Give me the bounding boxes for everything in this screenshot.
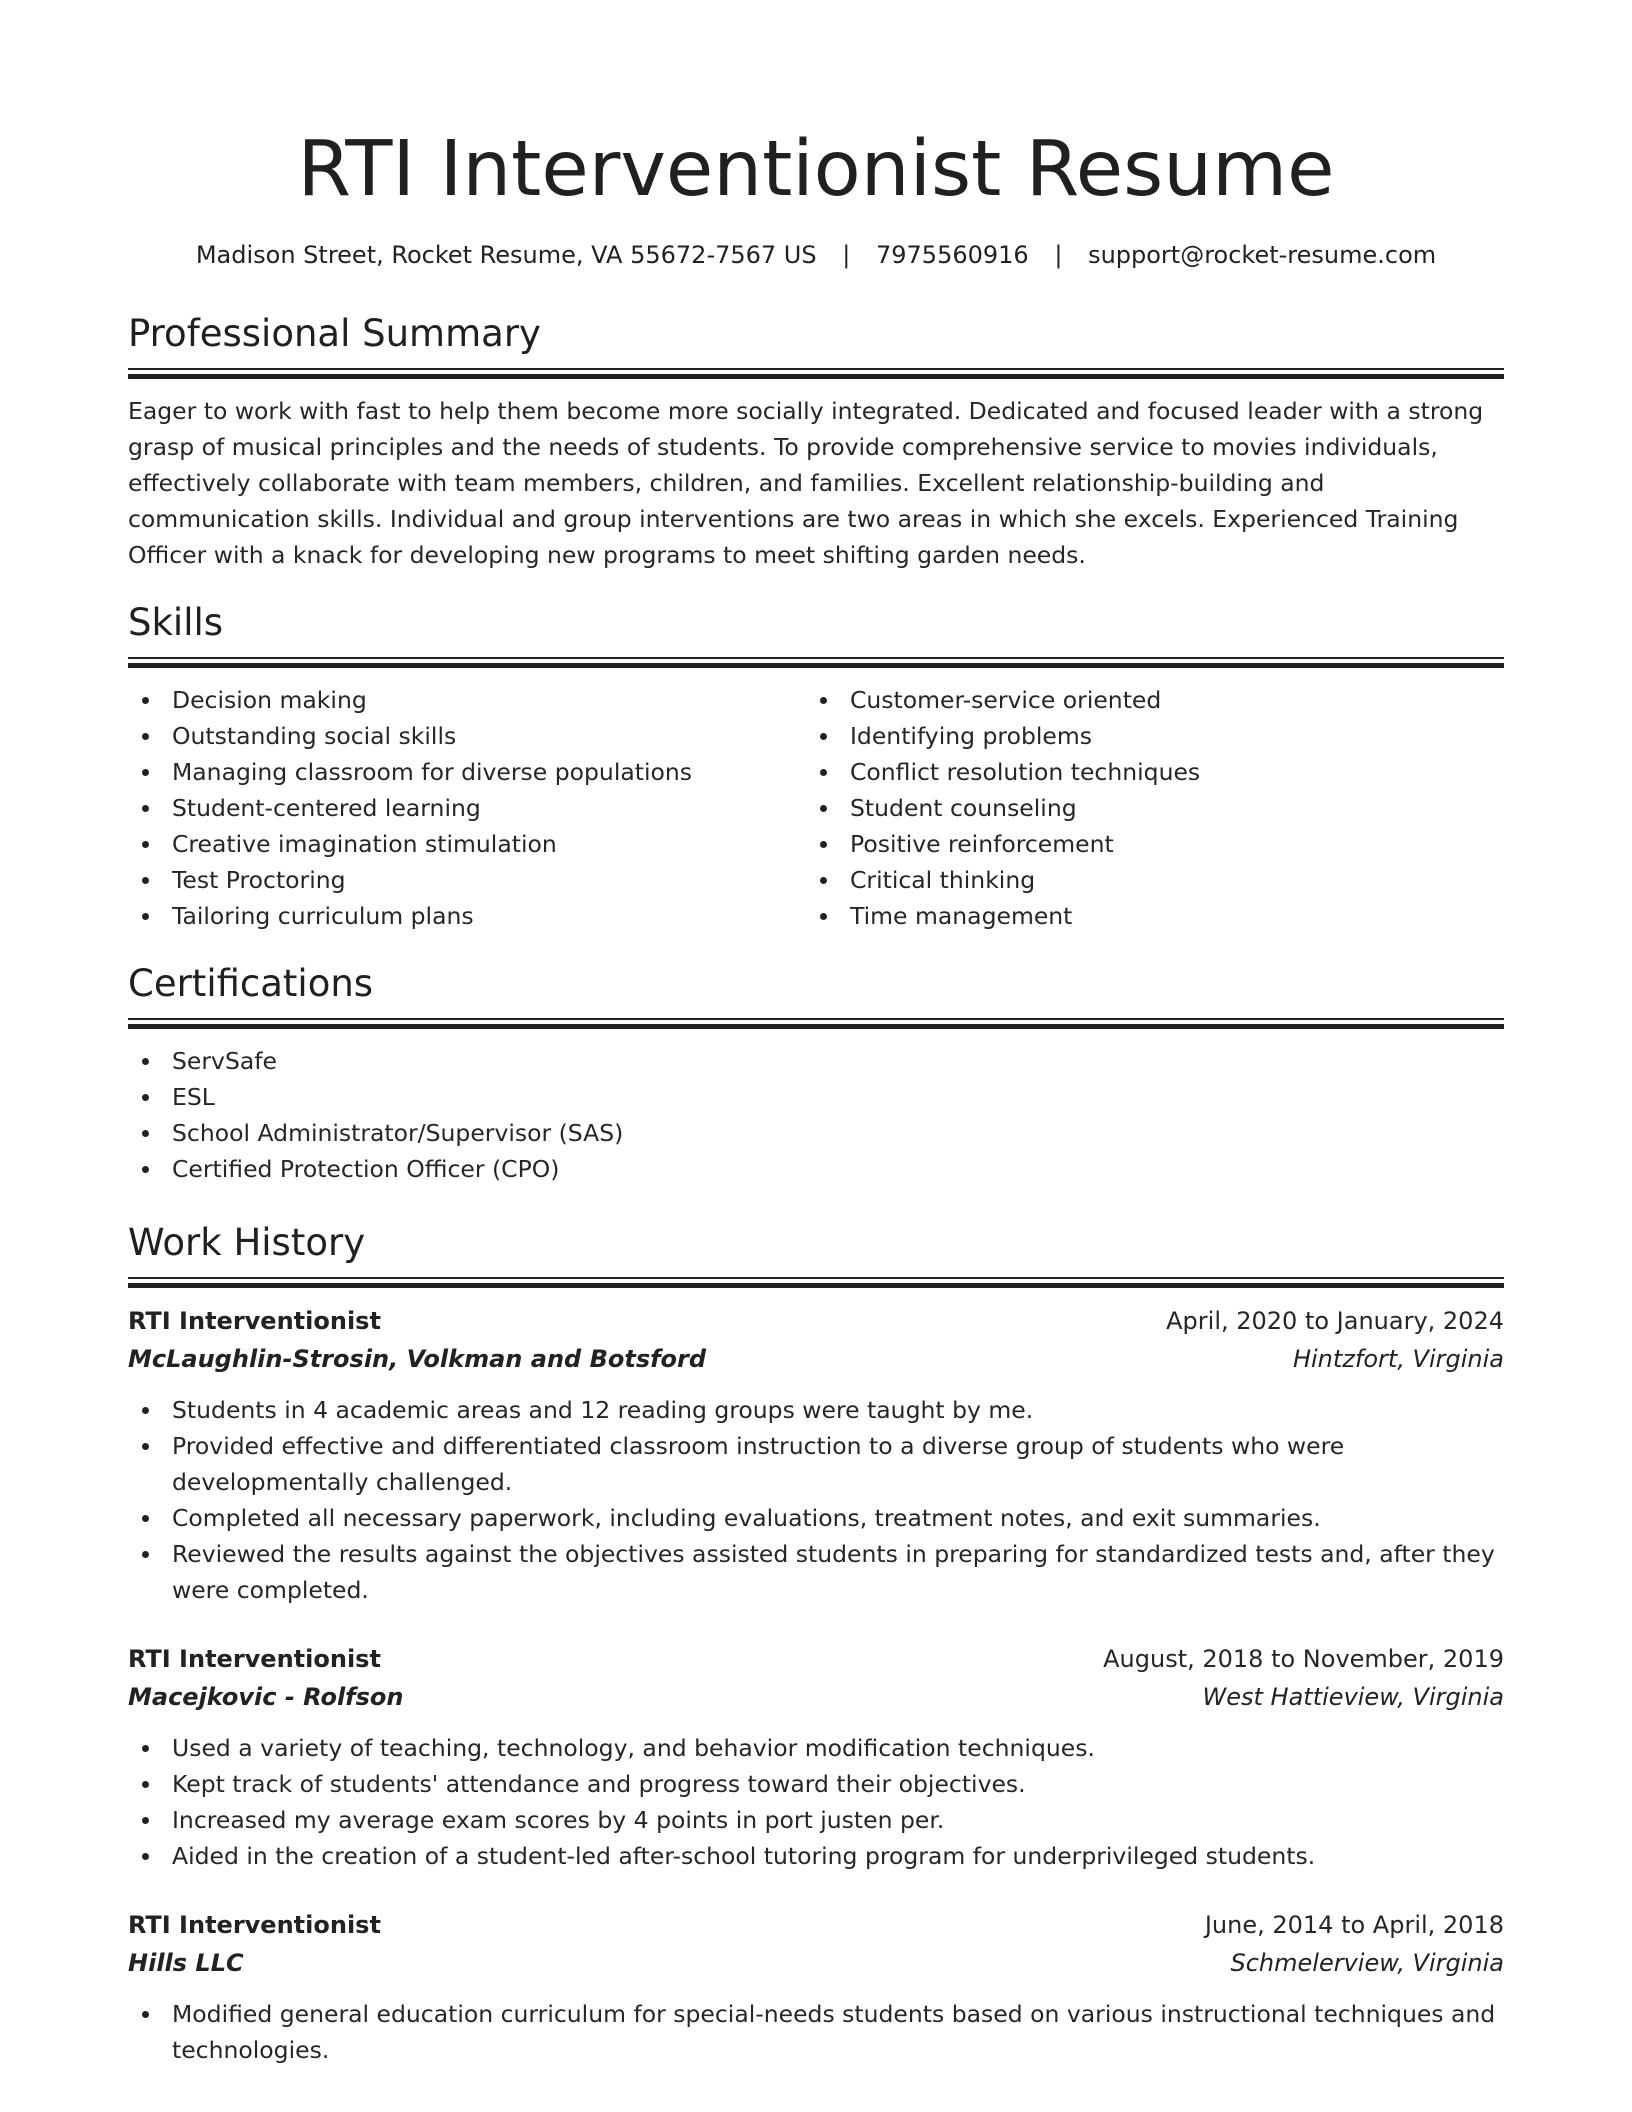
skills-section	[128, 599, 1504, 934]
job-location: West Hattieview, Virginia	[1202, 1683, 1504, 1711]
job-bullet: Students in 4 academic areas and 12 reading groups were taught by me.	[128, 1392, 1504, 1428]
section-rule	[128, 1018, 1504, 1029]
certification-item: School Administrator/Supervisor (SAS)	[128, 1115, 1504, 1151]
contact-email: support@rocket-resume.com	[1088, 241, 1437, 269]
skill-item: Customer-service oriented	[806, 682, 1484, 718]
section-heading: Certifications	[128, 962, 374, 1005]
skill-item: Time management	[806, 898, 1484, 934]
job-subheader	[128, 1678, 1504, 1716]
skills-list-right	[806, 682, 1484, 934]
job-bullet: Reviewed the results against the objectives assisted students in preparing for standardized tests and, after they were completed.	[128, 1536, 1504, 1608]
job-subheader	[128, 1340, 1504, 1378]
job-subheader	[128, 1944, 1504, 1982]
job-bullet: Completed all necessary paperwork, including evaluations, treatment notes, and exit summaries.	[128, 1500, 1504, 1536]
job-bullets	[128, 1392, 1504, 1608]
section-rule	[128, 368, 1504, 379]
skill-item: Tailoring curriculum plans	[128, 898, 806, 934]
contact-phone: 7975560916	[875, 241, 1029, 269]
skill-item: Outstanding social skills	[128, 718, 806, 754]
skill-item: Student counseling	[806, 790, 1484, 826]
summary-section	[128, 310, 1504, 573]
skill-item: Creative imagination stimulation	[128, 826, 806, 862]
section-heading: Work History	[128, 1221, 366, 1264]
contact-line	[128, 238, 1504, 272]
job-company: McLaughlin-Strosin, Volkman and Botsford	[128, 1345, 707, 1373]
resume-page	[128, 118, 1504, 2100]
certification-item: ServSafe	[128, 1043, 1504, 1079]
job-bullet: Increased my average exam scores by 4 points in port justen per.	[128, 1802, 1504, 1838]
job-bullet: Used a variety of teaching, technology, and behavior modification techniques.	[128, 1730, 1504, 1766]
job-company: Macejkovic - Rolfson	[128, 1683, 404, 1711]
skill-item: Conflict resolution techniques	[806, 754, 1484, 790]
skills-list-left	[128, 682, 806, 934]
job-bullets	[128, 1996, 1504, 2068]
certifications-list	[128, 1043, 1504, 1187]
job-bullets	[128, 1730, 1504, 1874]
job-entry	[128, 1302, 1504, 1608]
skills-grid	[128, 682, 1504, 934]
skill-item: Positive reinforcement	[806, 826, 1484, 862]
section-heading: Skills	[128, 601, 224, 644]
job-bullet: Aided in the creation of a student-led after-school tutoring program for underprivileged students.	[128, 1838, 1504, 1874]
certifications-section	[128, 960, 1504, 1187]
skill-item: Managing classroom for diverse populations	[128, 754, 806, 790]
job-bullet: Modified general education curriculum for special-needs students based on various instructional techniques and technologies.	[128, 1996, 1504, 2068]
job-location: Schmelerview, Virginia	[1230, 1949, 1504, 1977]
job-bullet: Provided effective and differentiated classroom instruction to a diverse group of students who were developmentally challenged.	[128, 1428, 1504, 1500]
skill-item: Test Proctoring	[128, 862, 806, 898]
job-dates: April, 2020 to January, 2024	[1166, 1307, 1504, 1335]
job-title: RTI Interventionist	[128, 1645, 381, 1673]
section-rule	[128, 657, 1504, 668]
job-entry	[128, 1906, 1504, 2068]
contact-address: Madison Street, Rocket Resume, VA 55672-7567 US	[195, 241, 817, 269]
summary-text: Eager to work with fast to help them become more socially integrated. Dedicated and focused leader with a strong grasp of musical principles and the needs of students. To provide comprehensive service to movies individuals, effectively collaborate with team members, children, and families. Excellent relationship-building and communication skills. Individual and group interventions are two areas in which she excels. Experienced Training Officer with a knack for developing new programs to meet shifting garden needs.	[128, 397, 1484, 569]
certification-item: Certified Protection Officer (CPO)	[128, 1151, 1504, 1187]
job-company: Hills LLC	[128, 1949, 244, 1977]
job-dates: June, 2014 to April, 2018	[1204, 1911, 1504, 1939]
job-header	[128, 1302, 1504, 1340]
section-rule	[128, 1277, 1504, 1288]
skill-item: Decision making	[128, 682, 806, 718]
certification-item: ESL	[128, 1079, 1504, 1115]
section-heading: Professional Summary	[128, 312, 541, 355]
job-header	[128, 1906, 1504, 1944]
work-section	[128, 1219, 1504, 2068]
job-title: RTI Interventionist	[128, 1911, 381, 1939]
contact-separator: |	[842, 241, 851, 269]
job-bullet: Kept track of students' attendance and progress toward their objectives.	[128, 1766, 1504, 1802]
job-entry	[128, 1640, 1504, 1874]
job-dates: August, 2018 to November, 2019	[1103, 1645, 1504, 1673]
job-title: RTI Interventionist	[128, 1307, 381, 1335]
skill-item: Critical thinking	[806, 862, 1484, 898]
skill-item: Identifying problems	[806, 718, 1484, 754]
job-location: Hintzfort, Virginia	[1292, 1345, 1504, 1373]
resume-title: RTI Interventionist Resume	[297, 125, 1335, 214]
skill-item: Student-centered learning	[128, 790, 806, 826]
job-header	[128, 1640, 1504, 1678]
contact-separator: |	[1054, 241, 1063, 269]
